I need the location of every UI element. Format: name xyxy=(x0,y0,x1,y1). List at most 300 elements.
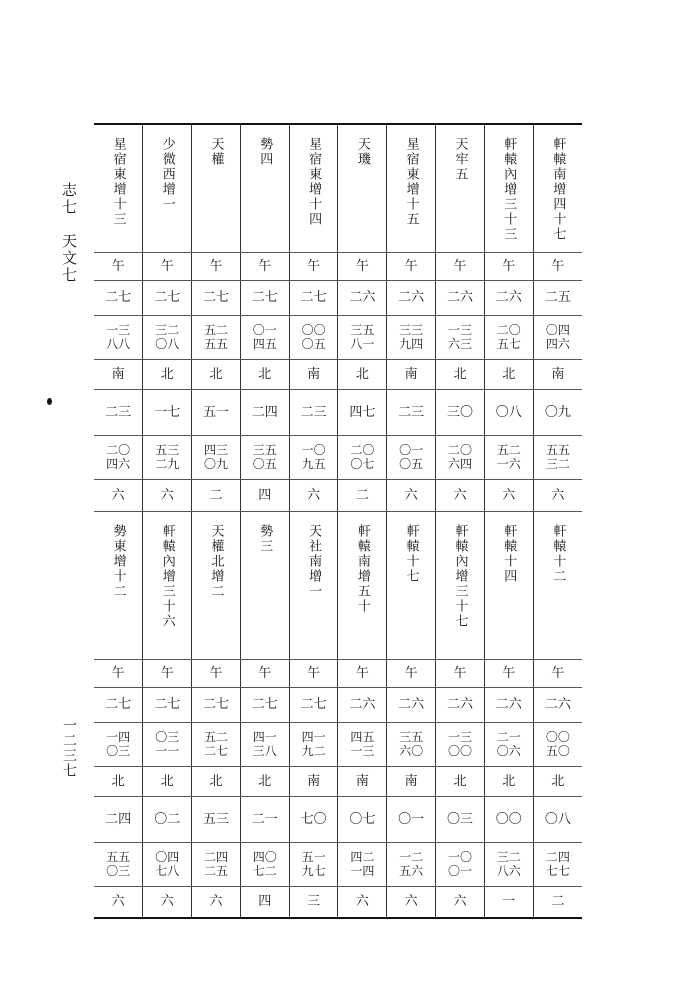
bottom-d-cell xyxy=(94,842,143,886)
cell-value: 四五 一三 xyxy=(350,729,375,758)
top-d-cell xyxy=(338,435,387,479)
top-a-cell xyxy=(143,280,192,315)
top-mag-cell xyxy=(94,479,143,511)
cell-value: 午 xyxy=(307,665,321,681)
top-name-cell xyxy=(94,124,143,252)
top-b-cell xyxy=(436,315,485,359)
cell-value: 〇一 xyxy=(398,811,425,827)
top-c-cell xyxy=(192,389,241,435)
star-name: 軒轅十二 xyxy=(550,523,566,584)
bottom-wu-cell xyxy=(533,659,582,687)
cell-value: 三二 〇八 xyxy=(155,322,180,351)
bottom-a-cell xyxy=(387,687,436,722)
cell-value: 〇一 四五 xyxy=(252,322,277,351)
top-b-cell xyxy=(240,315,289,359)
bottom-a-row xyxy=(94,687,582,722)
cell-value: 南 xyxy=(355,773,369,789)
bottom-name-cell xyxy=(338,511,387,659)
top-dir-cell xyxy=(143,359,192,389)
top-dir-cell xyxy=(338,359,387,389)
cell-value: 二六 xyxy=(398,697,425,712)
cell-value: 〇二 xyxy=(154,811,181,827)
cell-value: 〇八 xyxy=(495,404,522,420)
bottom-d-cell xyxy=(143,842,192,886)
top-wu-cell xyxy=(484,252,533,280)
top-c-cell xyxy=(94,389,143,435)
top-wu-cell xyxy=(192,252,241,280)
star-name: 星宿東增十五 xyxy=(403,137,419,227)
cell-value: 二七 xyxy=(105,290,132,305)
top-a-cell xyxy=(484,280,533,315)
bottom-wu-cell xyxy=(192,659,241,687)
bottom-name-cell xyxy=(143,511,192,659)
bottom-b-cell xyxy=(484,722,533,766)
top-mag-row xyxy=(94,479,582,511)
section-label: 天文七 xyxy=(60,233,78,284)
cell-value: 二〇 四六 xyxy=(106,442,131,471)
bottom-dir-cell xyxy=(338,766,387,796)
star-name: 天璣 xyxy=(354,137,370,167)
top-d-cell xyxy=(240,435,289,479)
top-mag-cell xyxy=(192,479,241,511)
bottom-mag-cell xyxy=(436,886,485,918)
top-b-row xyxy=(94,315,582,359)
cell-value: 六 xyxy=(307,487,321,503)
star-name: 天權 xyxy=(208,137,224,167)
top-wu-cell xyxy=(289,252,338,280)
top-b-cell xyxy=(484,315,533,359)
cell-value: 〇九 xyxy=(544,404,571,420)
cell-value: 一三 八八 xyxy=(106,322,131,351)
cell-value: 五一 九七 xyxy=(301,849,326,878)
bottom-dir-cell xyxy=(240,766,289,796)
bottom-d-cell xyxy=(192,842,241,886)
bottom-mag-cell xyxy=(289,886,338,918)
star-catalog-table xyxy=(94,123,582,919)
cell-value: 南 xyxy=(307,366,321,382)
cell-value: 五二 一六 xyxy=(496,442,521,471)
bottom-wu-cell xyxy=(338,659,387,687)
bottom-d-cell xyxy=(484,842,533,886)
bottom-mag-cell xyxy=(387,886,436,918)
cell-value: 二三 xyxy=(398,404,425,420)
cell-value: 六 xyxy=(160,487,174,503)
top-c-cell xyxy=(387,389,436,435)
top-mag-cell xyxy=(338,479,387,511)
top-b-cell xyxy=(338,315,387,359)
top-c-cell xyxy=(240,389,289,435)
cell-value: 二六 xyxy=(544,697,571,712)
cell-value: 六 xyxy=(551,487,565,503)
cell-value: 一三 〇〇 xyxy=(447,729,472,758)
cell-value: 二四 xyxy=(105,811,132,827)
bottom-c-cell xyxy=(436,796,485,842)
bottom-b-cell xyxy=(143,722,192,766)
bottom-c-cell xyxy=(338,796,387,842)
cell-value: 二七 xyxy=(300,290,327,305)
star-name: 勢三 xyxy=(257,523,273,554)
cell-value: 〇一 〇五 xyxy=(399,442,424,471)
cell-value: 二一 xyxy=(251,811,278,827)
cell-value: 午 xyxy=(355,258,369,274)
top-name-cell xyxy=(289,124,338,252)
bottom-d-cell xyxy=(338,842,387,886)
top-dir-cell xyxy=(240,359,289,389)
bottom-a-cell xyxy=(192,687,241,722)
top-wu-cell xyxy=(533,252,582,280)
cell-value: 午 xyxy=(209,258,223,274)
cell-value: 午 xyxy=(404,665,418,681)
top-d-cell xyxy=(94,435,143,479)
bottom-c-cell xyxy=(533,796,582,842)
bottom-d-cell xyxy=(387,842,436,886)
bottom-mag-cell xyxy=(240,886,289,918)
cell-value: 四七 xyxy=(349,404,376,420)
cell-value: 二六 xyxy=(446,290,473,305)
bottom-wu-cell xyxy=(289,659,338,687)
top-mag-cell xyxy=(387,479,436,511)
top-mag-cell xyxy=(289,479,338,511)
cell-value: 二七 xyxy=(300,697,327,712)
top-dir-cell xyxy=(192,359,241,389)
cell-value: 南 xyxy=(404,366,418,382)
cell-value: 三五 六〇 xyxy=(399,729,424,758)
star-name: 天牢五 xyxy=(452,137,468,182)
cell-value: 三五 〇五 xyxy=(252,442,277,471)
cell-value: 五三 二九 xyxy=(155,442,180,471)
bottom-b-cell xyxy=(533,722,582,766)
star-name: 軒轅南增五十 xyxy=(354,523,370,614)
bottom-c-cell xyxy=(387,796,436,842)
bottom-wu-cell xyxy=(436,659,485,687)
bottom-b-cell xyxy=(289,722,338,766)
star-name: 天社南增一 xyxy=(306,523,322,599)
bottom-b-cell xyxy=(338,722,387,766)
bottom-b-cell xyxy=(436,722,485,766)
top-dir-cell xyxy=(436,359,485,389)
cell-value: 二四 七七 xyxy=(545,849,570,878)
top-wu-cell xyxy=(436,252,485,280)
top-a-cell xyxy=(338,280,387,315)
bottom-mag-cell xyxy=(143,886,192,918)
bottom-c-cell xyxy=(192,796,241,842)
cell-value: 北 xyxy=(453,773,467,789)
bottom-c-row xyxy=(94,796,582,842)
bottom-b-cell xyxy=(387,722,436,766)
bottom-name-cell xyxy=(484,511,533,659)
bottom-c-cell xyxy=(289,796,338,842)
bottom-wu-cell xyxy=(240,659,289,687)
cell-value: 二〇 五七 xyxy=(496,322,521,351)
bottom-dir-cell xyxy=(436,766,485,796)
star-name: 天權北增二 xyxy=(208,523,224,599)
top-b-cell xyxy=(533,315,582,359)
cell-value: 二七 xyxy=(251,697,278,712)
cell-value: 二六 xyxy=(349,697,376,712)
cell-value: 南 xyxy=(551,366,565,382)
bottom-b-cell xyxy=(192,722,241,766)
cell-value: 六 xyxy=(111,894,125,910)
cell-value: 四三 〇九 xyxy=(203,442,228,471)
cell-value: 午 xyxy=(111,258,125,274)
top-wu-cell xyxy=(240,252,289,280)
cell-value: 六 xyxy=(160,894,174,910)
bottom-a-cell xyxy=(240,687,289,722)
cell-value: 〇四 七八 xyxy=(155,849,180,878)
bottom-wu-cell xyxy=(94,659,143,687)
star-name: 少微西增一 xyxy=(159,137,175,212)
top-d-cell xyxy=(192,435,241,479)
bottom-wu-cell xyxy=(484,659,533,687)
top-dir-cell xyxy=(289,359,338,389)
top-a-cell xyxy=(387,280,436,315)
cell-value: 一四 〇三 xyxy=(106,729,131,758)
cell-value: 六 xyxy=(453,487,467,503)
star-name: 勢東增十二 xyxy=(110,523,126,599)
bottom-b-cell xyxy=(94,722,143,766)
top-d-cell xyxy=(387,435,436,479)
bottom-a-cell xyxy=(436,687,485,722)
cell-value: 六 xyxy=(209,894,223,910)
bottom-a-cell xyxy=(484,687,533,722)
bottom-a-cell xyxy=(533,687,582,722)
top-wu-cell xyxy=(387,252,436,280)
cell-value: 一二 五六 xyxy=(399,849,424,878)
ink-dot xyxy=(47,398,52,405)
chapter-title xyxy=(58,182,80,284)
bottom-a-cell xyxy=(143,687,192,722)
cell-value: 午 xyxy=(453,258,467,274)
top-mag-cell xyxy=(484,479,533,511)
top-dir-cell xyxy=(94,359,143,389)
bottom-d-cell xyxy=(240,842,289,886)
cell-value: 六 xyxy=(502,487,516,503)
cell-value: 南 xyxy=(307,773,321,789)
bottom-b-row xyxy=(94,722,582,766)
cell-value: 午 xyxy=(307,258,321,274)
bottom-c-cell xyxy=(94,796,143,842)
cell-value: 〇〇 〇五 xyxy=(301,322,326,351)
cell-value: 五二 二七 xyxy=(203,729,228,758)
cell-value: 三二 八六 xyxy=(496,849,521,878)
top-name-cell xyxy=(484,124,533,252)
cell-value: 北 xyxy=(160,366,174,382)
top-name-cell xyxy=(192,124,241,252)
top-b-cell xyxy=(387,315,436,359)
cell-value: 三五 八一 xyxy=(350,322,375,351)
bottom-d-cell xyxy=(436,842,485,886)
cell-value: 四 xyxy=(258,894,272,910)
cell-value: 北 xyxy=(551,773,565,789)
top-wu-row xyxy=(94,252,582,280)
bottom-d-cell xyxy=(533,842,582,886)
bottom-wu-cell xyxy=(143,659,192,687)
top-b-cell xyxy=(143,315,192,359)
bottom-name-cell xyxy=(436,511,485,659)
top-dir-cell xyxy=(484,359,533,389)
top-a-cell xyxy=(533,280,582,315)
cell-value: 六 xyxy=(404,894,418,910)
cell-value: 北 xyxy=(258,366,272,382)
cell-value: 北 xyxy=(355,366,369,382)
page-number: 一二三七 xyxy=(61,718,77,778)
cell-value: 北 xyxy=(502,366,516,382)
cell-value: 〇八 xyxy=(544,811,571,827)
cell-value: 〇〇 xyxy=(495,811,522,827)
top-name-cell xyxy=(338,124,387,252)
bottom-c-cell xyxy=(143,796,192,842)
cell-value: 北 xyxy=(209,366,223,382)
bottom-wu-row xyxy=(94,659,582,687)
top-d-cell xyxy=(436,435,485,479)
top-name-row xyxy=(94,124,582,252)
bottom-d-row xyxy=(94,842,582,886)
top-mag-cell xyxy=(533,479,582,511)
star-name: 軒轅十七 xyxy=(403,523,419,584)
top-a-cell xyxy=(436,280,485,315)
cell-value: 二七 xyxy=(202,697,229,712)
bottom-dir-cell xyxy=(484,766,533,796)
top-dir-cell xyxy=(533,359,582,389)
top-b-cell xyxy=(289,315,338,359)
star-name: 勢四 xyxy=(257,137,273,167)
cell-value: 午 xyxy=(258,258,272,274)
cell-value: 七〇 xyxy=(300,811,327,827)
cell-value: 午 xyxy=(160,665,174,681)
top-name-cell xyxy=(533,124,582,252)
cell-value: 午 xyxy=(453,665,467,681)
cell-value: 四〇 七二 xyxy=(252,849,277,878)
bottom-c-cell xyxy=(484,796,533,842)
cell-value: 南 xyxy=(404,773,418,789)
top-c-row xyxy=(94,389,582,435)
cell-value: 二七 xyxy=(154,290,181,305)
bottom-dir-cell xyxy=(289,766,338,796)
cell-value: 北 xyxy=(209,773,223,789)
top-d-cell xyxy=(484,435,533,479)
top-name-cell xyxy=(387,124,436,252)
top-wu-cell xyxy=(338,252,387,280)
top-mag-cell xyxy=(240,479,289,511)
cell-value: 四一 九二 xyxy=(301,729,326,758)
cell-value: 六 xyxy=(355,894,369,910)
cell-value: 二 xyxy=(209,487,223,503)
star-name: 軒轅內增三十三 xyxy=(501,137,517,242)
cell-value: 一三 六三 xyxy=(447,322,472,351)
cell-value: 六 xyxy=(453,894,467,910)
cell-value: 南 xyxy=(111,366,125,382)
bottom-b-cell xyxy=(240,722,289,766)
cell-value: 午 xyxy=(160,258,174,274)
cell-value: 二六 xyxy=(349,290,376,305)
bottom-dir-cell xyxy=(533,766,582,796)
top-wu-cell xyxy=(143,252,192,280)
cell-value: 二七 xyxy=(251,290,278,305)
bottom-name-cell xyxy=(192,511,241,659)
cell-value: 北 xyxy=(160,773,174,789)
cell-value: 午 xyxy=(551,665,565,681)
cell-value: 一〇 九五 xyxy=(301,442,326,471)
cell-value: 〇〇 五〇 xyxy=(545,729,570,758)
cell-value: 二七 xyxy=(105,697,132,712)
top-c-cell xyxy=(143,389,192,435)
bottom-dir-cell xyxy=(143,766,192,796)
cell-value: 二 xyxy=(551,894,565,910)
cell-value: 六 xyxy=(404,487,418,503)
bottom-a-cell xyxy=(94,687,143,722)
cell-value: 二六 xyxy=(446,697,473,712)
cell-value: 午 xyxy=(258,665,272,681)
cell-value: 〇四 四六 xyxy=(545,322,570,351)
cell-value: 五二 五五 xyxy=(203,322,228,351)
cell-value: 一 xyxy=(502,894,516,910)
cell-value: 二 xyxy=(355,487,369,503)
cell-value: 二一 〇六 xyxy=(496,729,521,758)
cell-value: 二〇 〇七 xyxy=(350,442,375,471)
bottom-name-cell xyxy=(289,511,338,659)
cell-value: 四 xyxy=(258,487,272,503)
top-a-cell xyxy=(192,280,241,315)
top-wu-cell xyxy=(94,252,143,280)
top-b-cell xyxy=(94,315,143,359)
cell-value: 三三 九四 xyxy=(399,322,424,351)
top-name-cell xyxy=(436,124,485,252)
cell-value: 午 xyxy=(502,665,516,681)
top-dir-row xyxy=(94,359,582,389)
cell-value: 北 xyxy=(258,773,272,789)
cell-value: 二四 二五 xyxy=(203,849,228,878)
bottom-mag-cell xyxy=(484,886,533,918)
cell-value: 二六 xyxy=(495,290,522,305)
star-name: 軒轅南增四十七 xyxy=(550,137,566,242)
top-b-cell xyxy=(192,315,241,359)
cell-value: 二六 xyxy=(495,697,522,712)
bottom-name-cell xyxy=(94,511,143,659)
star-name: 軒轅十四 xyxy=(501,523,517,584)
bottom-mag-cell xyxy=(533,886,582,918)
cell-value: 二五 xyxy=(544,290,571,305)
cell-value: 二〇 六四 xyxy=(447,442,472,471)
bottom-wu-cell xyxy=(387,659,436,687)
cell-value: 午 xyxy=(209,665,223,681)
bottom-mag-row xyxy=(94,886,582,918)
cell-value: 午 xyxy=(355,665,369,681)
star-name: 星宿東增十四 xyxy=(306,137,322,227)
cell-value: 四一 三八 xyxy=(252,729,277,758)
cell-value: 五三 xyxy=(202,811,229,827)
top-a-row xyxy=(94,280,582,315)
bottom-mag-cell xyxy=(192,886,241,918)
top-c-cell xyxy=(289,389,338,435)
cell-value: 二四 xyxy=(251,404,278,420)
cell-value: 三 xyxy=(307,894,321,910)
cell-value: 二七 xyxy=(202,290,229,305)
cell-value: 五五 三二 xyxy=(545,442,570,471)
bottom-dir-row xyxy=(94,766,582,796)
cell-value: 北 xyxy=(111,773,125,789)
cell-value: 五一 xyxy=(202,404,229,420)
top-c-cell xyxy=(436,389,485,435)
top-d-cell xyxy=(143,435,192,479)
top-d-cell xyxy=(533,435,582,479)
bottom-a-cell xyxy=(338,687,387,722)
cell-value: 一〇 〇一 xyxy=(447,849,472,878)
cell-value: 四二 一四 xyxy=(350,849,375,878)
cell-value: 〇七 xyxy=(349,811,376,827)
star-name: 星宿東增十三 xyxy=(110,137,126,227)
top-a-cell xyxy=(94,280,143,315)
bottom-dir-cell xyxy=(192,766,241,796)
